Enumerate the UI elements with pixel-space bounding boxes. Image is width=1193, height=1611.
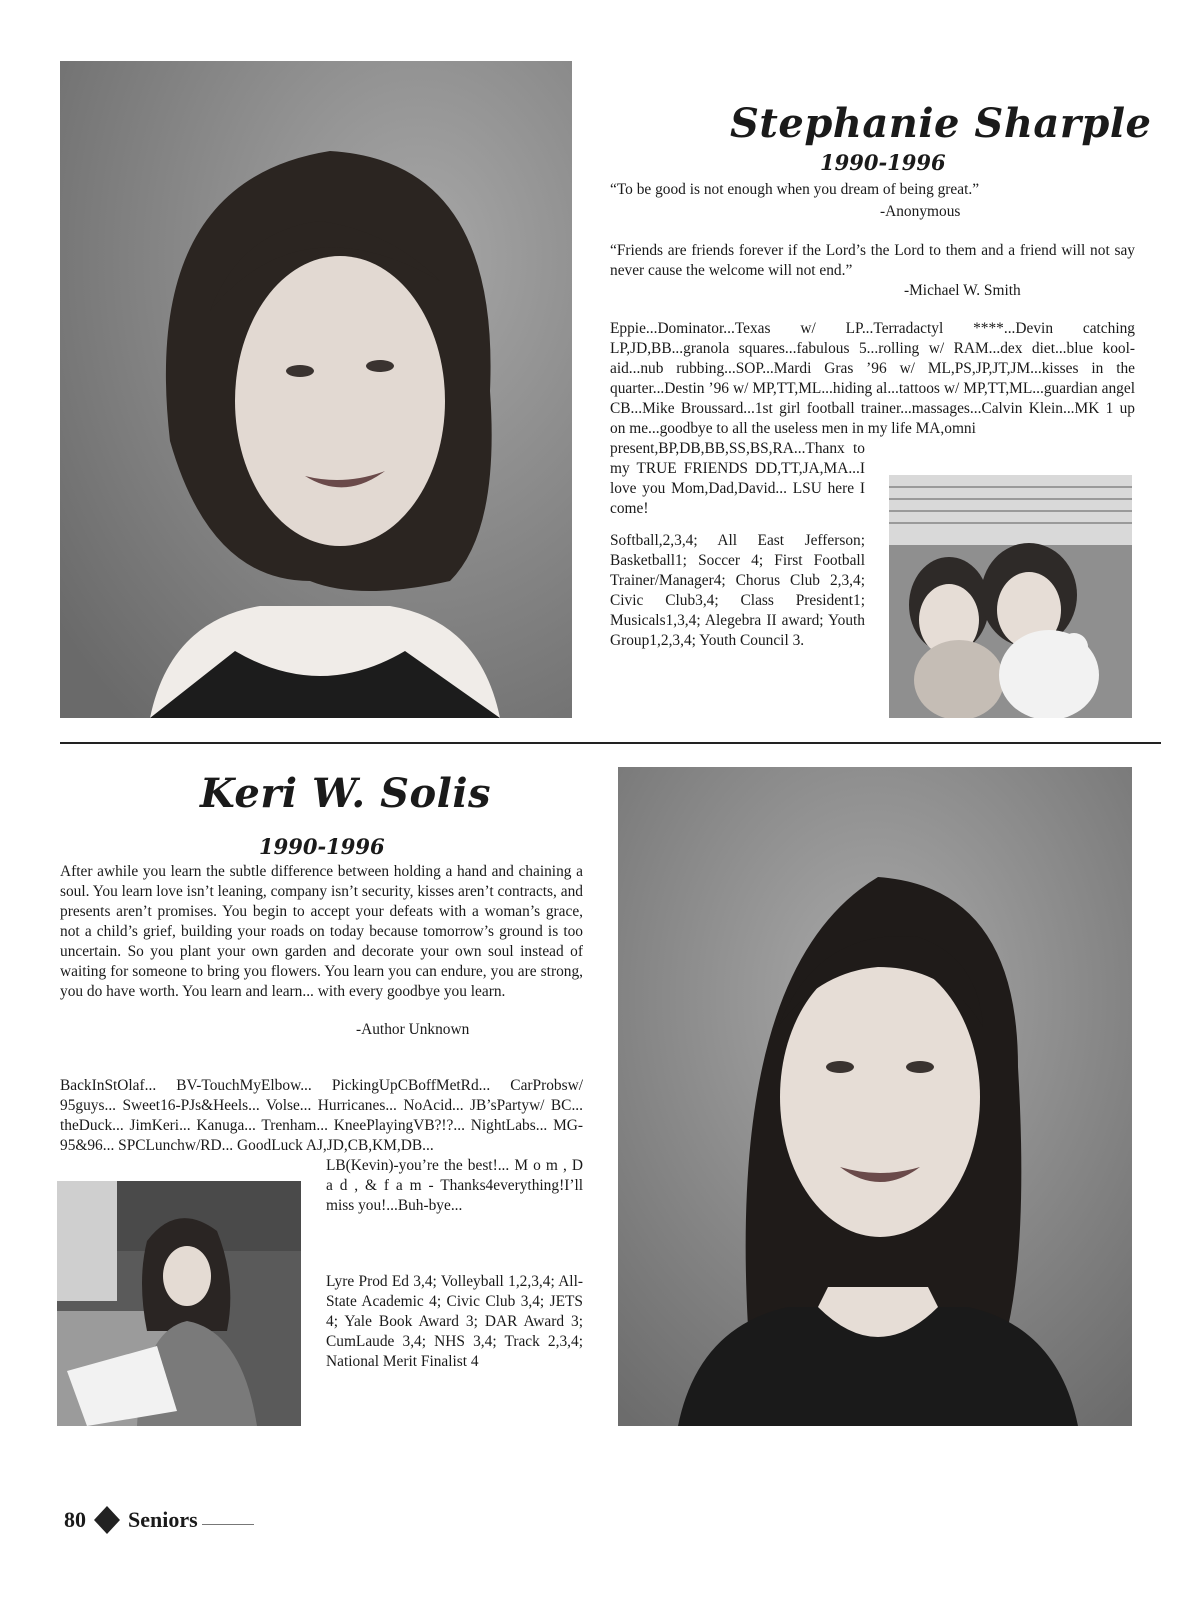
senior1-quote2: “Friends are friends forever if the Lord’s the Lord to them and a friend will not say never cause the welcome will not end.” — [610, 242, 1135, 279]
section-label: Seniors — [128, 1507, 198, 1532]
senior1-quote1: “To be good is not enough when you dream of being great.” — [610, 181, 980, 198]
senior1-childhood-photo — [889, 475, 1132, 718]
senior1-years: 1990-1996 — [820, 150, 946, 175]
senior1-memories: Eppie...Dominator...Texas w/ LP...Terradactyl ****...Devin catching LP,JD,BB...granola squares...fabulous 5...rolling w/ RAM...dex diet...blue kool-aid...nub rubbing...SOP...Mardi Gras ’96 w/ ML,PS,JP,JT,JM...kisses in the quarter...Destin ’96 w/ MP,TT,ML...hiding al...tattoos w/ MP,TT,ML...guardian angel CB...Mike Broussard...1st girl football trainer...massages...Calvin Klein...MK 1 up on me...goodbye to all the useless men in my life MA,omni — [610, 320, 1135, 437]
senior2-portrait-photo — [618, 767, 1132, 1426]
section-divider — [60, 742, 1161, 744]
page-footer — [64, 1505, 254, 1535]
page-number: 80 — [64, 1507, 86, 1532]
senior1-memories-cont: present,BP,DB,BB,SS,BS,RA...Thanx to my TRUE FRIENDS DD,TT,JA,MA...I love you Mom,Dad,David... LSU here I come! — [610, 440, 865, 517]
senior1-quote1-author: -Anonymous — [880, 203, 961, 220]
senior2-poem-author: -Author Unknown — [356, 1021, 470, 1038]
senior2-memories-cont: LB(Kevin)-you’re the best!... M o m , D a d , & f a m - Thanks4everything!I’ll miss you!...Buh-bye... — [326, 1157, 583, 1214]
senior1-portrait-photo — [60, 61, 572, 718]
senior2-candid-photo — [57, 1181, 301, 1426]
senior1-name: Stephanie Sharple — [730, 100, 1152, 147]
senior2-memories: BackInStOlaf... BV-TouchMyElbow... PickingUpCBoffMetRd... CarProbsw/ 95guys... Sweet16-PJs&Heels... Volse... Hurricanes... NoAcid... JB’sPartyw/ BC... theDuck... JimKeri... Kanuga... Trenham... KneePlayingVB?!?... NightLabs... MG-95&96... SPCLunchw/RD... GoodLuck AJ,JD,CB,KM,DB... — [60, 1077, 583, 1154]
footer-rule — [202, 1524, 254, 1525]
senior1-activities: Softball,2,3,4; All East Jefferson; Basketball1; Soccer 4; First Football Trainer/Manager4; Chorus Club 2,3,4; Civic Club3,4; Class President1; Musicals1,3,4; Alegebra II award; Youth Group1,2,3,4; Youth Council 3. — [610, 532, 865, 649]
diamond-icon — [92, 1505, 122, 1535]
senior2-years: 1990-1996 — [259, 834, 385, 859]
senior1-quote2-author: -Michael W. Smith — [904, 282, 1021, 299]
senior2-poem: After awhile you learn the subtle difference between holding a hand and chaining a soul. You learn love isn’t leaning, company isn’t security, kisses aren’t contracts, and presents aren’t promises. You begin to accept your defeats with a woman’s grace, not a child’s grief, building your roads on today because tomorrow’s ground is too uncertain. So you plant your own garden and decorate your own soul instead of waiting for someone to bring you flowers. You learn you can endure, you are strong, you do have worth. You learn and learn... with every goodbye you learn. — [60, 863, 583, 1000]
senior2-activities: Lyre Prod Ed 3,4; Volleyball 1,2,3,4; All-State Academic 4; Civic Club 3,4; JETS 4; Yale Book Award 3; DAR Award 3; CumLaude 3,4; NHS 3,4; Track 2,3,4; National Merit Finalist 4 — [326, 1273, 583, 1370]
senior2-name: Keri W. Solis — [200, 770, 492, 817]
